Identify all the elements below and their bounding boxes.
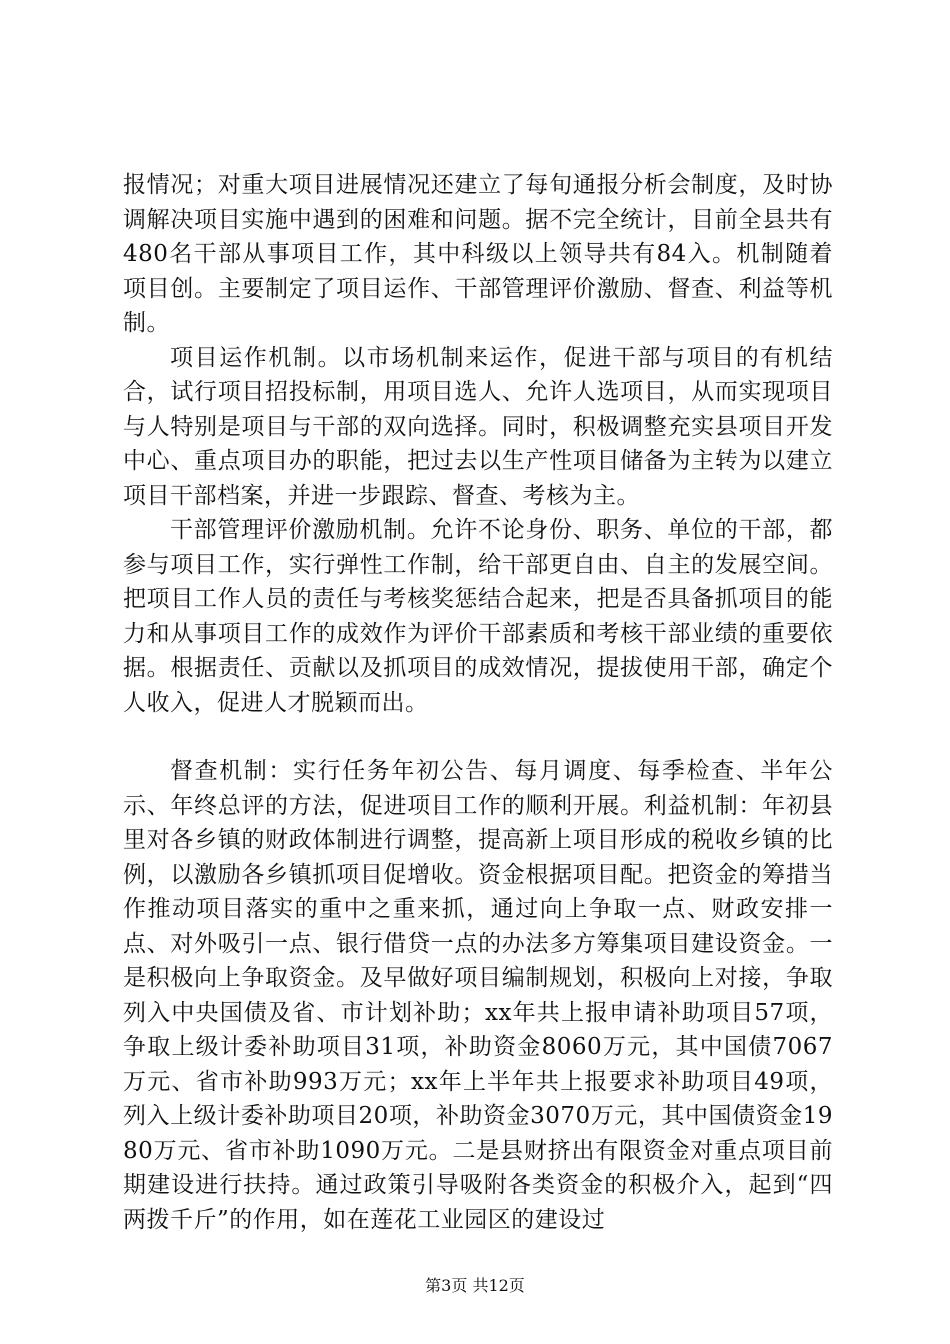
paragraph-2: 项目运作机制。以市场机制来运作，促进干部与项目的有机结合，试行项目招投标制，用项目选人、允许人选项目，从而实现项目与人特别是项目与干部的双向选择。同时，积极调整充实县项目开发中心、重点项目办的职能，把过去以生产性项目储备为主转为以建立项目干部档案，并进一步跟踪、督查、考核为主。 [123, 344, 833, 509]
paragraph-4: 督查机制：实行任务年初公告、每月调度、每季检查、半年公示、年终总评的方法，促进项目工作的顺利开展。利益机制：年初县里对各乡镇的财政体制进行调整，提高新上项目形成的税收乡镇的比例，以激励各乡镇抓项目促增收。资金根据项目配。把资金的筹措当作推动项目落实的重中之重来抓，通过向上争取一点、财政安排一点、对外吸引一点、银行借贷一点的办法多方筹集项目建设资金。一是积极向上争取资金。及早做好项目编制规划，积极向上对接，争取列入中央国债及省、市计划补助；xx年共上报申请补助项目57项，争取上级计委补助项目31项，补助资金8060万元，其中国债7067万元、省市补助993万元；xx年上半年共上报要求补助项目49项，列入上级计委补助项目20项，补助资金3070万元，其中国债资金1980万元、省市补助1090万元。二是县财挤出有限资金对重点项目前期建设进行扶持。通过政策引导吸附各类资金的积极介入，起到“四两拨千斤”的作用，如在莲花工业园区的建设过 [123, 758, 833, 1233]
paragraph-3: 干部管理评价激励机制。允许不论身份、职务、单位的干部，都参与项目工作，实行弹性工作制，给干部更自由、自主的发展空间。把项目工作人员的责任与考核奖惩结合起来，把是否具备抓项目的能力和从事项目工作的成效作为评价干部素质和考核干部业绩的重要依据。根据责任、贡献以及抓项目的成效情况，提拔使用干部，确定个人收入，促进人才脱颖而出。 [123, 517, 833, 716]
paragraph-1: 报情况；对重大项目进展情况还建立了每旬通报分析会制度，及时协调解决项目实施中遇到的困难和问题。据不完全统计，目前全县共有480名干部从事项目工作，其中科级以上领导共有84入。机制随着项目创。主要制定了项目运作、干部管理评价激励、督查、利益等机制。 [123, 172, 833, 336]
page-footer: 第3页 共12页 [425, 1276, 525, 1295]
document-body [123, 168, 833, 1237]
